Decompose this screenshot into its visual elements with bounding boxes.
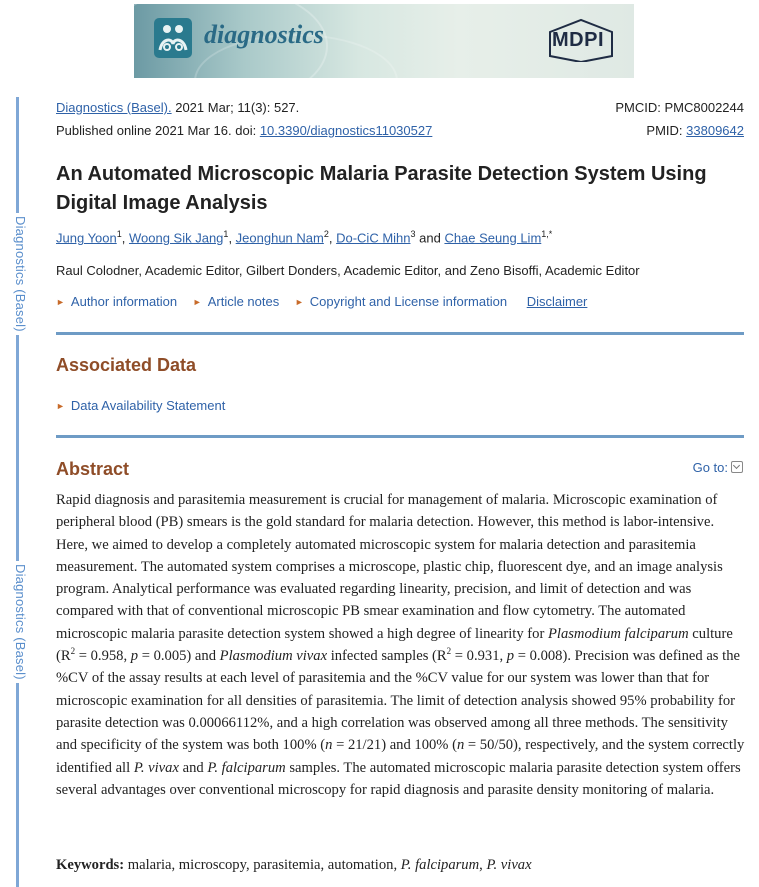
abstract-text: [56, 489, 746, 801]
associated-data-heading: Associated Data: [56, 355, 197, 375]
copyright-toggle[interactable]: [295, 294, 507, 309]
abstract-run: samples. The automated microscopic malaria parasite detection system offers several advantages over conventional microscopy for rapid diagnosis and parasite density monitoring of malaria.: [56, 759, 741, 798]
abstract-run: = 0.931,: [451, 648, 507, 665]
author-link[interactable]: Woong Sik Jang: [128, 230, 224, 246]
pmid-label: PMID:: [646, 123, 687, 138]
toggle-label: Author information: [70, 294, 178, 309]
author-link[interactable]: Chae Seung Lim: [444, 230, 542, 246]
triangle-right-icon: ►: [56, 297, 65, 307]
abstract-run: culture (R: [56, 625, 733, 665]
stat-symbol: p: [130, 648, 139, 665]
toggle-label: Data Availability Statement: [70, 398, 226, 413]
abstract-run: = 50/50), respectively, and the system correctly identified all: [56, 737, 745, 776]
affiliation-marker: 1: [223, 229, 229, 239]
chevron-down-icon: [731, 461, 743, 473]
article-title: An Automated Microscopic Malaria Parasite Detection System Using Digital Image Analysis: [56, 163, 707, 214]
toggle-label: Copyright and License information: [309, 294, 508, 309]
abstract-run: = 0.008). Precision was defined as the %CV of the assay results at each level of parasitemia and the %CV value for our system was lower than that for microscopic examination for all densities of parasitemia. The limit of detection analysis showed 95% probability for parasite detection was 0.00066112%, and a high correlation was observed among all three methods. The sensitivity and specificity of the system was both 100% (: [56, 648, 740, 754]
journal-banner[interactable]: [134, 4, 634, 78]
disclaimer-link[interactable]: Disclaimer: [526, 294, 588, 309]
published-text: Published online 2021 Mar 16. doi:: [56, 123, 260, 138]
article-notes-toggle[interactable]: [193, 294, 279, 309]
doi-link[interactable]: 10.3390/diagnostics11030527: [259, 123, 433, 138]
goto-label: Go to:: [692, 460, 728, 475]
keyword: P. falciparum: [400, 857, 480, 873]
publisher-name: MDPI: [552, 29, 604, 51]
author-link[interactable]: Jeonghun Nam: [235, 230, 324, 246]
species-name: Plasmodium vivax: [219, 648, 328, 665]
stat-symbol: p: [506, 648, 515, 665]
keywords: [56, 857, 746, 874]
triangle-right-icon: ►: [192, 297, 202, 307]
academic-editors: Raul Colodner, Academic Editor, Gilbert Donders, Academic Editor, and Zeno Bisoffi, Academic Editor: [56, 263, 640, 278]
affiliation-marker: 3: [410, 229, 416, 239]
affiliation-marker: 2: [323, 229, 329, 239]
author-list: [56, 229, 552, 245]
toggle-label: Article notes: [207, 294, 280, 309]
goto-menu[interactable]: [693, 460, 743, 475]
affiliation-marker: 1,*: [541, 229, 553, 239]
author-separator: ,: [328, 230, 337, 246]
citation-row: [56, 100, 744, 115]
pmid: [646, 123, 744, 138]
abstract-run: Rapid diagnosis and parasitemia measurement is crucial for management of malaria. Microscopic examination of peripheral blood (PB) smears is the gold standard for malaria detection. However, this method is labor-intensive. Here, we aimed to develop a completely automated microscopic system for malaria detection and parasitemia measurement. The automated system comprises a microscope, plastic chip, fluorescent dye, and an image analysis program. Analytical performance was evaluated regarding linearity, precision, and limit of detection and was compared with that of conventional microscopic PB smear examination and flow cytometry. The automated microscopic malaria parasite detection system showed a high degree of linearity for: [56, 492, 723, 642]
keyword: P. vivax: [486, 857, 532, 873]
author-separator: and: [415, 230, 445, 246]
triangle-right-icon: ►: [56, 401, 65, 411]
journal-link[interactable]: Diagnostics (Basel).: [56, 100, 172, 115]
species-name: Plasmodium falciparum: [547, 625, 689, 642]
diagnostics-logo-icon: [154, 18, 192, 58]
abstract-run: = 0.958,: [75, 648, 131, 665]
species-name: P. falciparum: [207, 759, 286, 776]
author-link[interactable]: Jung Yoon: [56, 230, 117, 246]
article-info-expanders: [56, 294, 587, 309]
author-information-toggle[interactable]: [56, 294, 177, 309]
superscript: 2: [446, 646, 452, 657]
section-divider: [56, 435, 744, 438]
stat-symbol: n: [456, 737, 465, 754]
affiliation-marker: 1: [116, 229, 122, 239]
citation-text: 2021 Mar; 11(3): 527.: [171, 100, 300, 115]
abstract-run: infected samples (R: [327, 648, 447, 665]
pmid-link[interactable]: 33809642: [686, 123, 744, 138]
side-rail-label: Diagnostics (Basel): [6, 213, 28, 335]
section-divider: [56, 332, 744, 335]
pmcid: PMCID: PMC8002244: [615, 100, 744, 115]
stat-symbol: n: [325, 737, 333, 754]
abstract-run: and: [178, 759, 208, 776]
abstract-run: = 21/21) and 100% (: [332, 737, 457, 754]
keyword-list: malaria, microscopy, parasitemia, automation,: [124, 857, 401, 873]
data-availability-toggle[interactable]: [56, 398, 225, 413]
author-separator: ,: [228, 230, 236, 246]
journal-name: diagnostics: [204, 20, 324, 49]
keyword-separator: ,: [479, 857, 487, 873]
side-rail-label: Diagnostics (Basel): [6, 561, 28, 683]
published-row: [56, 123, 744, 138]
superscript: 2: [70, 646, 76, 657]
abstract-heading: Abstract: [56, 459, 130, 479]
triangle-right-icon: ►: [294, 297, 304, 307]
abstract-run: = 0.005) and: [138, 648, 220, 665]
author-link[interactable]: Do-CiC Mihn: [336, 230, 411, 246]
author-separator: ,: [121, 230, 129, 246]
keywords-label: Keywords:: [56, 857, 125, 873]
species-name: P. vivax: [133, 759, 179, 776]
